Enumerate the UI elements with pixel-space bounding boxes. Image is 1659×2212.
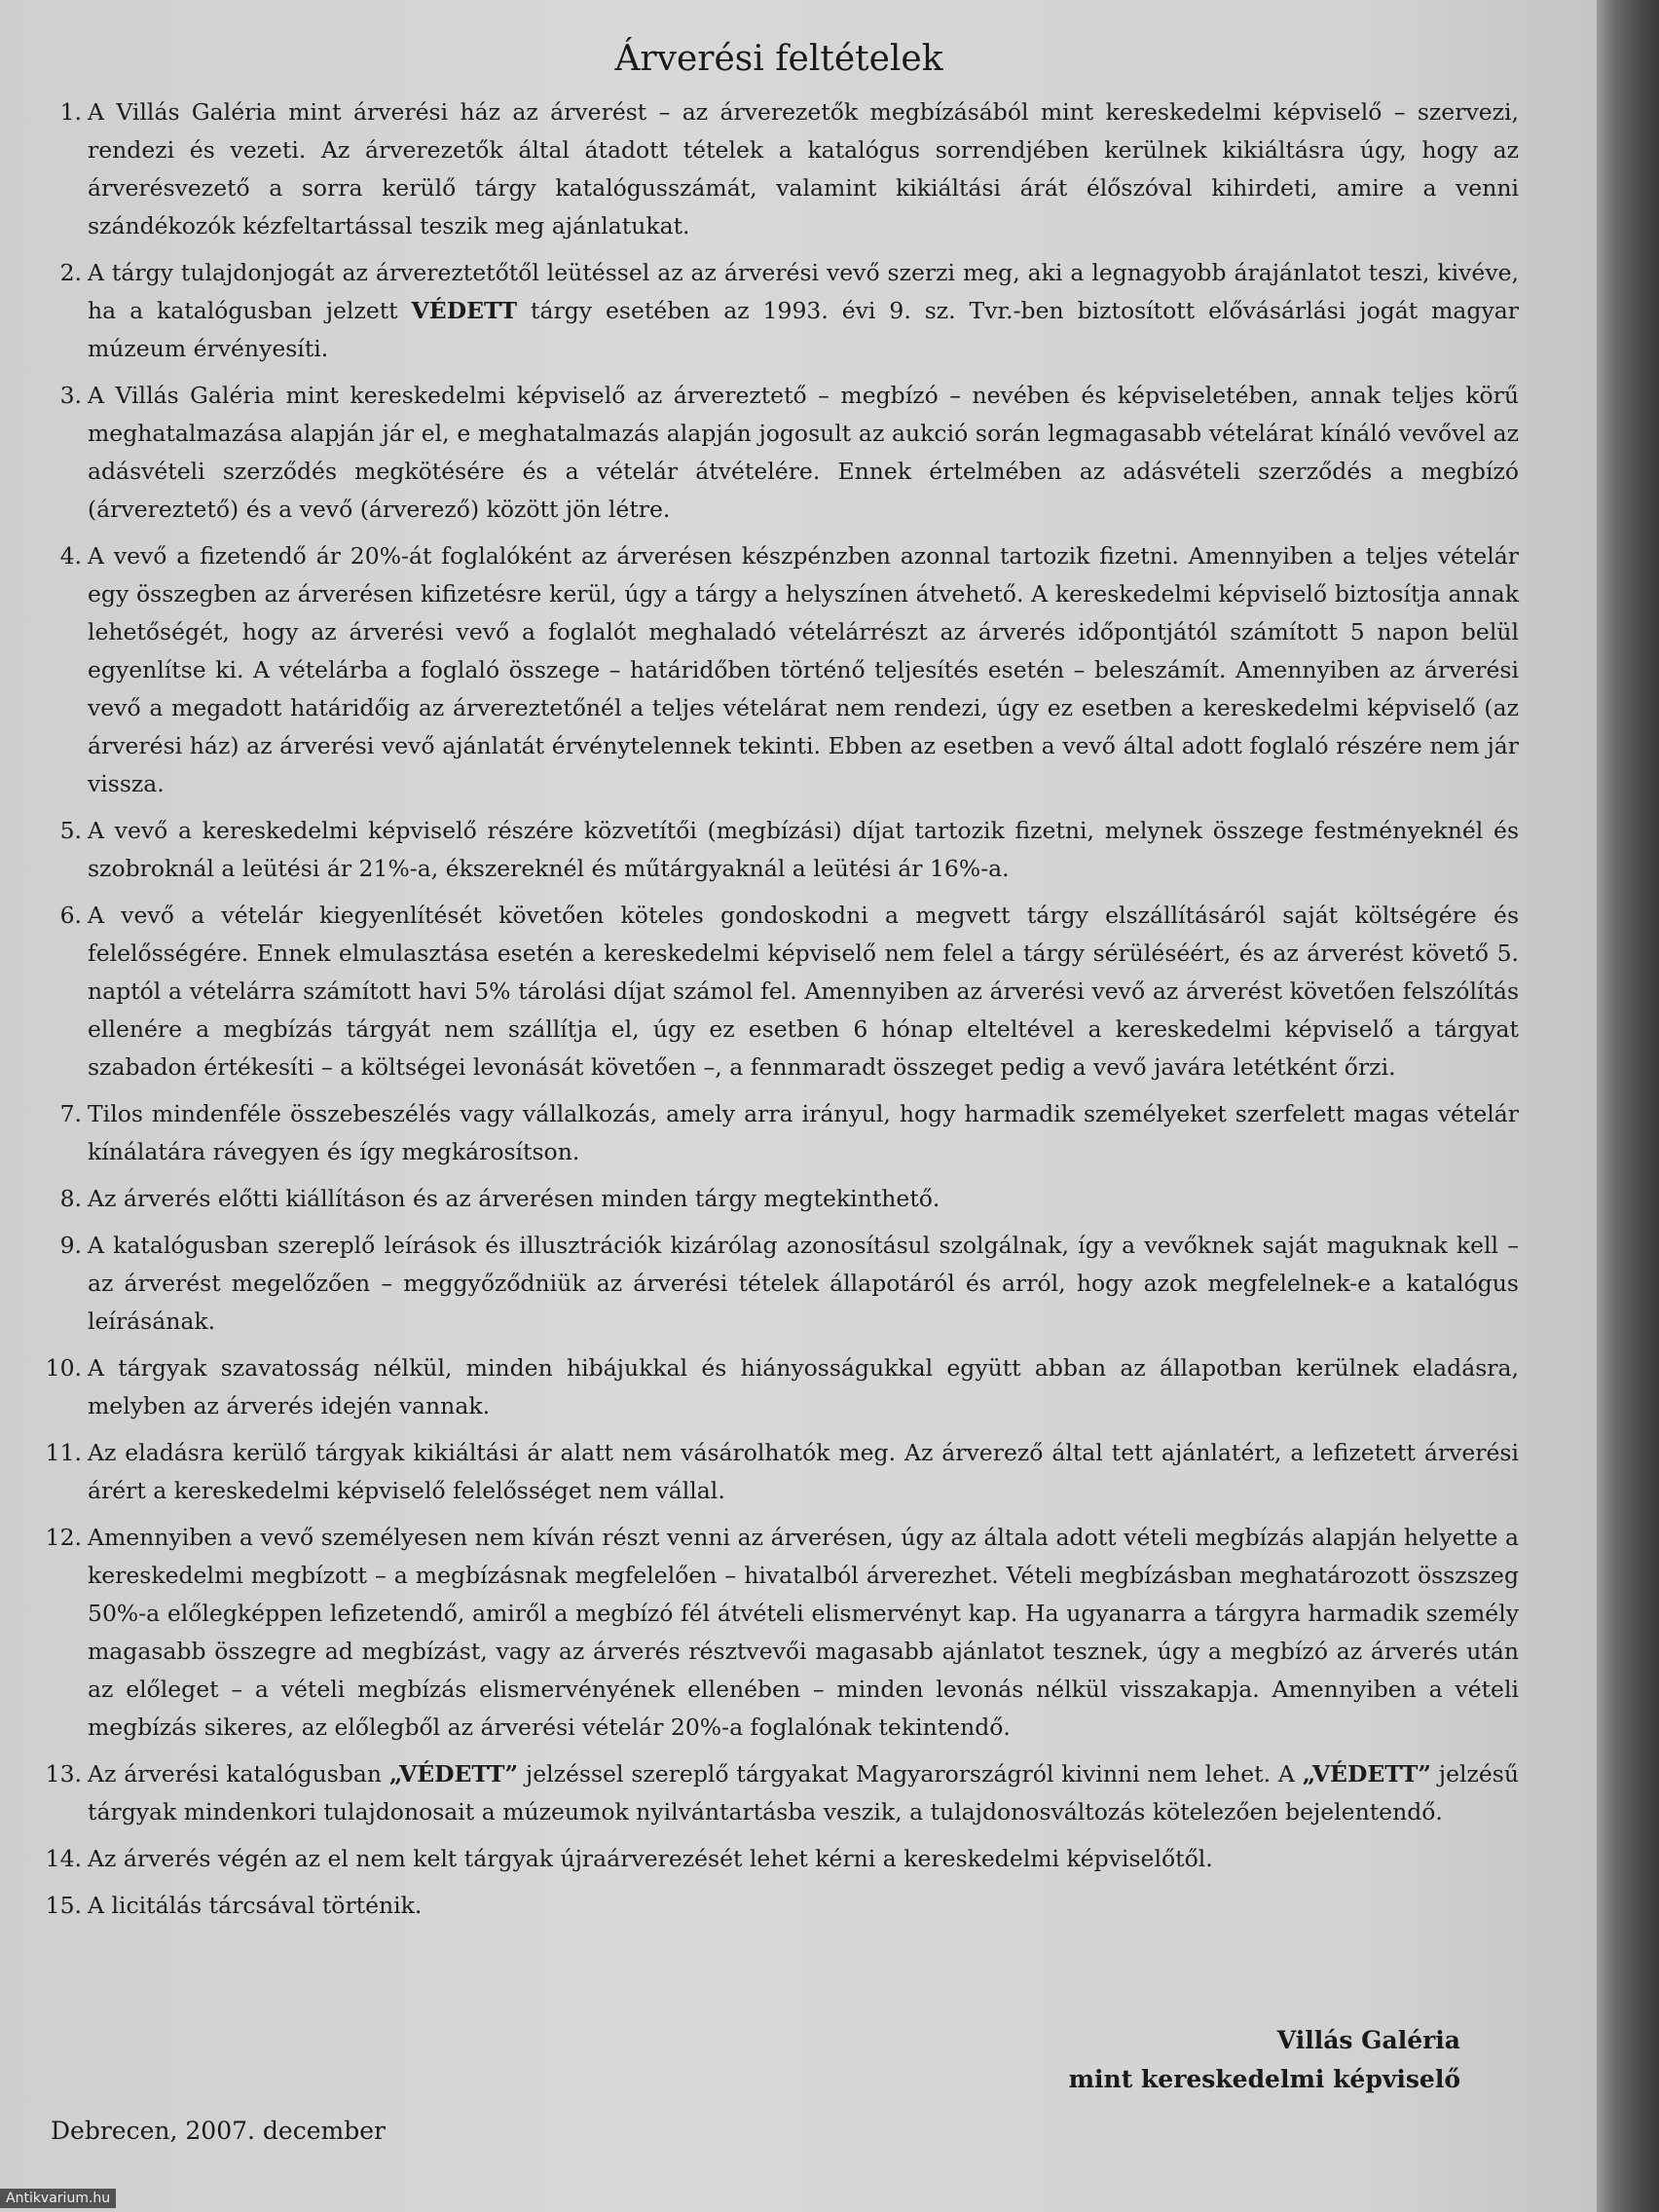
item-number: 12. (45, 1524, 82, 1551)
list-item (39, 1180, 1519, 1218)
item-text: Az árverés végén az el nem kelt tárgyak újraárverezését lehet kérni a kereskedelmi képviselőtől. (88, 1845, 1213, 1872)
list-item (39, 1755, 1519, 1831)
item-text: A tárgyak szavatosság nélkül, minden hibájukkal és hiányosságukkal együtt abban az állapotban kerülnek eladásra, melyben az árverés idején vannak. (88, 1354, 1519, 1419)
item-text: A vevő a fizetendő ár 20%-át foglalóként az árverésen készpénzben azonnal tartozik fizetni. Amennyiben a teljes vételár egy összegben az árverésen kifizetésre kerül, úgy a tárgy a helyszínen átvehető. A kereskedelmi képviselő biztosítja annak lehetőségét, hogy az árverési vevő a foglalót meghaladó vételárrészt az árverés időpontjától számított 5 napon belül egyenlítse ki. A vételárba a foglaló összege – határidőben történő teljesítés esetén – beleszámít. Amennyiben az árverési vevő a megadott határidőig az árvereztetőnél a teljes vételárat nem rendezi, úgy ez esetben a kereskedelmi képviselő (az árverési ház) az árverési vevő ajánlatát érvénytelennek tekinti. Ebben az esetben a vevő által adott foglaló részére nem jár vissza. (88, 542, 1519, 797)
protected-label: VÉDETT (411, 297, 518, 324)
list-item (39, 254, 1519, 368)
watermark: Antikvarium.hu (0, 2189, 116, 2208)
item-number: 7. (59, 1100, 82, 1127)
list-item (39, 1095, 1519, 1171)
list-item (39, 1434, 1519, 1510)
item-number: 4. (59, 542, 82, 570)
page-title: Árverési feltételek (614, 39, 943, 79)
item-number: 9. (59, 1232, 82, 1259)
list-item (39, 377, 1519, 529)
item-text: A katalógusban szereplő leírások és illusztrációk kizárólag azonosításul szolgálnak, így a vevőknek saját maguknak kell – az árverést megelőzően – meggyőződniük az árverési tételek állapotáról és arról, hogy azok megfelelnek-e a katalógus leírásának. (88, 1232, 1519, 1335)
item-text: A Villás Galéria mint árverési ház az árverést – az árverezetők megbízásából mint kereskedelmi képviselő – szervezi, rendezi és vezeti. Az árverezetők által átadott tételek a katalógus sorrendjében kerülnek kikiáltásra úgy, hogy az árverésvezető a sorra kerülő tárgy katalógusszámát, valamint kikiáltási árát élőszóval kihirdeti, amire a venni szándékozók kézfeltartással teszik meg ajánlatukat. (88, 98, 1519, 240)
signature-line: mint kereskedelmi képviselő (1068, 2065, 1460, 2093)
item-number: 8. (59, 1185, 82, 1212)
signature-line: Villás Galéria (1276, 2026, 1460, 2054)
item-text: Tilos mindenféle összebeszélés vagy vállalkozás, amely arra irányul, hogy harmadik személyeket szerfelett magas vételár kínálatára rávegyen és így megkárosítson. (88, 1100, 1519, 1165)
list-item (39, 1227, 1519, 1341)
item-text: Az eladásra kerülő tárgyak kikiáltási ár alatt nem vásárolhatók meg. Az árverező által tett ajánlatért, a lefizetett árverési árért a kereskedelmi képviselő felelősséget nem vállal. (88, 1439, 1519, 1504)
item-text: Az árverés előtti kiállításon és az árverésen minden tárgy megtekinthető. (88, 1185, 940, 1212)
protected-label: „VÉDETT” (1302, 1760, 1431, 1788)
item-number: 10. (45, 1354, 82, 1382)
list-item (39, 1349, 1519, 1425)
protected-label: „VÉDETT” (388, 1760, 519, 1788)
item-text: A Villás Galéria mint kereskedelmi képviselő az árvereztető – megbízó – nevében és képviseletében, annak teljes körű meghatalmazása alapján jár el, e meghatalmazás alapján jogosult az aukció során legmagasabb vételárat kínáló vevővel az adásvételi szerződés megkötésére és a vételár átvételére. Ennek értelmében az adásvételi szerződés a megbízó (árvereztető) és a vevő (árverező) között jön létre. (88, 382, 1519, 523)
terms-list (39, 93, 1519, 1934)
list-item (39, 1519, 1519, 1747)
item-number: 13. (45, 1760, 82, 1788)
item-text: A vevő a vételár kiegyenlítését követően köteles gondoskodni a megvett tárgy elszállításáról saját költségére és felelősségére. Ennek elmulasztása esetén a kereskedelmi képviselő nem felel a tárgy sérüléséért, és az árverést követő 5. naptól a vételárra számított havi 5% tárolási díjat számol fel. Amennyiben az árverési vevő az árverést követően felszólítás ellenére a megbízás tárgyát nem szállítja el, úgy ez esetben 6 hónap elteltével a kereskedelmi képviselő a tárgyat szabadon értékesíti – a költségei levonását követően –, a fennmaradt összeget pedig a vevő javára letétként őrzi. (88, 902, 1519, 1081)
item-text: Az árverési katalógusban „VÉDETT” jelzéssel szereplő tárgyakat Magyarországról kivinni nem lehet. A „VÉDETT” jelzésű tárgyak mindenkori tulajdonosait a múzeumok nyilvántartásba veszik, a tulajdonosváltozás kötelezően bejelentendő. (88, 1760, 1519, 1825)
list-item (39, 93, 1519, 245)
item-number: 6. (59, 902, 82, 929)
item-text: A licitálás tárcsával történik. (88, 1892, 423, 1919)
item-text: Amennyiben a vevő személyesen nem kíván részt venni az árverésen, úgy az általa adott vételi megbízás alapján helyette a kereskedelmi megbízott – a megbízásnak megfelelően – hivatalból árverezhet. Vételi megbízásban meghatározott összszeg 50%-a előlegképpen lefizetendő, amiről a megbízó fél átvételi elismervényt kap. Ha ugyanarra a tárgyra harmadik személy magasabb összegre ad megbízást, vagy az árverés résztvevői magasabb ajánlatot tesznek, úgy a megbízó az árverés után az előleget – a vételi megbízás elismervényének ellenében – minden levonás nélkül visszakapja. Amennyiben a vételi megbízás sikeres, az előlegből az árverési vételár 20%-a foglalónak tekintendő. (88, 1524, 1519, 1741)
item-text: A tárgy tulajdonjogát az árvereztetőtől leütéssel az az árverési vevő szerzi meg, aki a legnagyobb árajánlatot teszi, kivéve, ha a katalógusban jelzett VÉDETT tárgy esetében az 1993. évi 9. sz. Tvr.-ben biztosított elővásárlási jogát magyar múzeum érvényesíti. (88, 259, 1519, 362)
page-edge-shadow (1597, 0, 1659, 2212)
list-item (39, 1840, 1519, 1878)
item-number: 2. (59, 259, 82, 286)
item-text: A vevő a kereskedelmi képviselő részére közvetítői (megbízási) díjat tartozik fizetni, melynek összege festményeknél és szobroknál a leütési ár 21%-a, ékszereknél és műtárgyaknál a leütési ár 16%-a. (88, 817, 1519, 882)
list-item (39, 537, 1519, 803)
item-number: 14. (45, 1845, 82, 1872)
item-number: 3. (59, 382, 82, 409)
list-item (39, 897, 1519, 1087)
item-number: 5. (59, 817, 82, 844)
signature-block (1069, 2021, 1460, 2099)
list-item (39, 812, 1519, 888)
item-number: 11. (45, 1439, 82, 1466)
item-number: 1. (59, 98, 82, 126)
place-date: Debrecen, 2007. december (51, 2117, 386, 2145)
list-item (39, 1887, 1519, 1925)
item-number: 15. (45, 1892, 82, 1919)
